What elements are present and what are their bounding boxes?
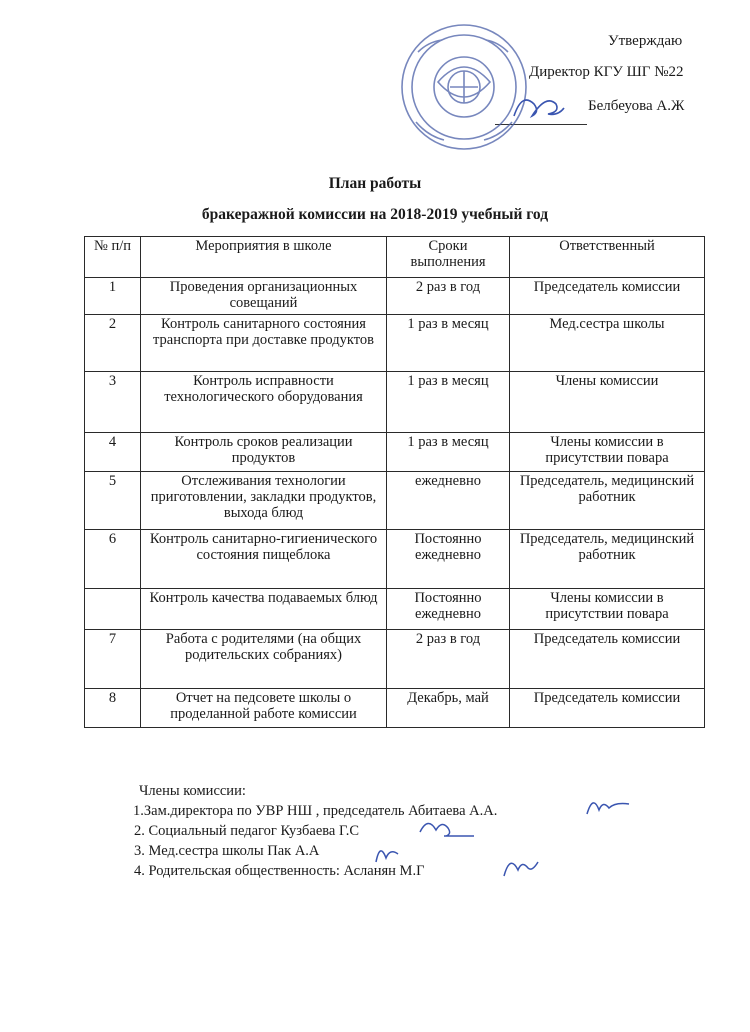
member-signature-3 xyxy=(372,838,402,868)
row-term: 1 раз в месяц xyxy=(387,315,510,372)
table-row xyxy=(85,372,705,433)
row-event: Отчет на педсовете школы о проделанной работе комиссии xyxy=(141,689,387,728)
row-number: 1 xyxy=(85,278,141,315)
row-event: Проведения организационных совещаний xyxy=(141,278,387,315)
row-term: 1 раз в месяц xyxy=(387,372,510,433)
plan-table xyxy=(84,236,705,728)
row-number: 5 xyxy=(85,472,141,530)
director-signature xyxy=(508,86,568,126)
row-term: Постоянно ежедневно xyxy=(387,589,510,630)
row-responsible: Мед.сестра школы xyxy=(510,315,705,372)
row-term: 2 раз в год xyxy=(387,630,510,689)
table-row xyxy=(85,472,705,530)
row-responsible: Председатель комиссии xyxy=(510,278,705,315)
table-row xyxy=(85,589,705,630)
row-number: 2 xyxy=(85,315,141,372)
page-title: План работы xyxy=(328,175,422,192)
row-event: Отслеживания технологии приготовлении, закладки продуктов, выхода блюд xyxy=(141,472,387,530)
table-row xyxy=(85,630,705,689)
column-header-term: Сроки выполнения xyxy=(387,237,510,278)
row-term: Декабрь, май xyxy=(387,689,510,728)
director-title: Директор КГУ ШГ №22 xyxy=(529,64,684,80)
row-event: Контроль сроков реализации продуктов xyxy=(141,433,387,472)
column-header-number: № п/п xyxy=(85,237,141,278)
page-subtitle: бракеражной комиссии на 2018-2019 учебный год xyxy=(201,206,549,223)
row-number: 3 xyxy=(85,372,141,433)
row-responsible: Председатель, медицинский работник xyxy=(510,530,705,589)
row-responsible: Председатель, медицинский работник xyxy=(510,472,705,530)
director-name: Белбеуова А.Ж xyxy=(588,98,685,114)
table-row xyxy=(85,689,705,728)
table-row xyxy=(85,278,705,315)
member-signature-1 xyxy=(583,790,633,820)
member-item: 1.Зам.директора по УВР НШ , председатель Абитаева А.А. xyxy=(133,803,498,819)
member-item: 4. Родительская общественность: Асланян М.Г xyxy=(134,863,425,879)
column-header-responsible: Ответственный xyxy=(510,237,705,278)
members-heading: Члены комиссии: xyxy=(139,783,246,799)
row-number xyxy=(85,589,141,630)
row-number: 4 xyxy=(85,433,141,472)
approval-label: Утверждаю xyxy=(608,33,683,49)
member-signature-2 xyxy=(416,814,476,844)
row-term: Постоянно ежедневно xyxy=(387,530,510,589)
row-responsible: Члены комиссии в присутствии повара xyxy=(510,433,705,472)
member-item: 2. Социальный педагог Кузбаева Г.С xyxy=(134,823,360,839)
row-event: Контроль санитарно-гигиенического состояния пищеблока xyxy=(141,530,387,589)
member-item: 3. Мед.сестра школы Пак А.А xyxy=(134,843,320,859)
row-responsible: Члены комиссии в присутствии повара xyxy=(510,589,705,630)
row-term: 2 раз в год xyxy=(387,278,510,315)
row-event: Работа с родителями (на общих родительских собраниях) xyxy=(141,630,387,689)
row-responsible: Председатель комиссии xyxy=(510,630,705,689)
table-header-row xyxy=(85,237,705,278)
column-header-event: Мероприятия в школе xyxy=(141,237,387,278)
row-term: ежедневно xyxy=(387,472,510,530)
row-responsible: Председатель комиссии xyxy=(510,689,705,728)
table-row xyxy=(85,315,705,372)
row-event: Контроль санитарного состояния транспорта при доставке продуктов xyxy=(141,315,387,372)
row-term: 1 раз в месяц xyxy=(387,433,510,472)
row-event: Контроль качества подаваемых блюд xyxy=(141,589,387,630)
row-number: 7 xyxy=(85,630,141,689)
row-event: Контроль исправности технологического оборудования xyxy=(141,372,387,433)
member-signature-4 xyxy=(500,852,540,882)
row-number: 8 xyxy=(85,689,141,728)
row-number: 6 xyxy=(85,530,141,589)
table-row xyxy=(85,530,705,589)
row-responsible: Члены комиссии xyxy=(510,372,705,433)
table-row xyxy=(85,433,705,472)
